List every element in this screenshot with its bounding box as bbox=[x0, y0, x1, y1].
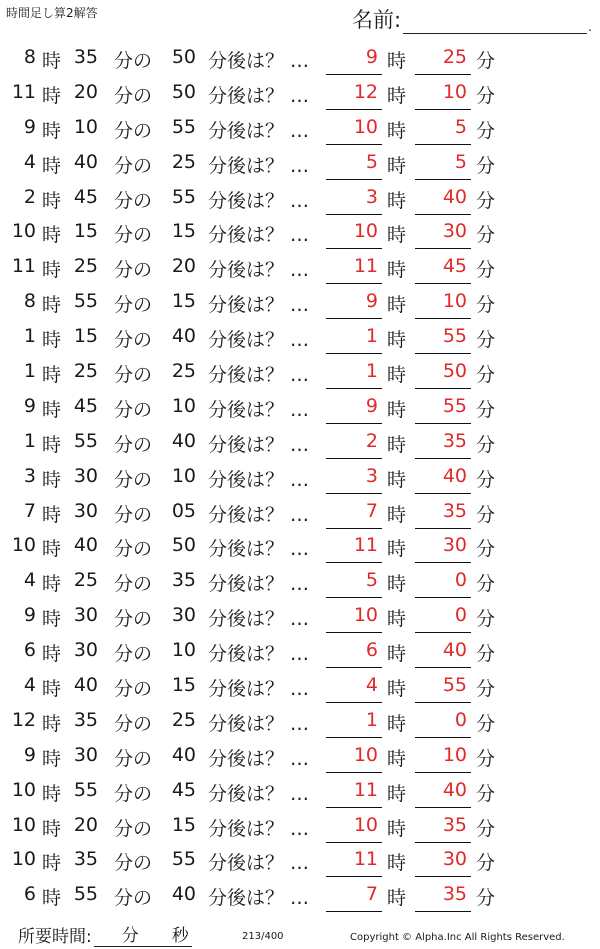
answer-hour-unit: 時 bbox=[387, 817, 407, 840]
problem-row bbox=[0, 738, 600, 773]
answer-hour-unit: 時 bbox=[387, 782, 407, 805]
problem-row bbox=[0, 214, 600, 249]
answer-hour-unit: 時 bbox=[387, 608, 407, 631]
answer-minute-unit: 分 bbox=[476, 608, 496, 631]
problem-row bbox=[0, 633, 600, 668]
start-minute: 25 bbox=[73, 255, 98, 278]
hour-unit: 時 bbox=[42, 259, 62, 282]
problem-row bbox=[0, 40, 600, 75]
answer-hour-unit: 時 bbox=[387, 678, 407, 701]
minute-unit-no: 分の bbox=[114, 782, 153, 805]
answer-minute-unit: 分 bbox=[476, 119, 496, 142]
start-hour: 1 bbox=[23, 429, 36, 452]
added-minutes: 55 bbox=[171, 115, 196, 138]
answer-hour-unit: 時 bbox=[387, 50, 407, 72]
minute-unit-no: 分の bbox=[114, 573, 153, 596]
minute-unit-no: 分の bbox=[114, 50, 153, 72]
answer-minute[interactable]: 45 bbox=[415, 255, 471, 284]
answer-hour-unit: 時 bbox=[387, 294, 407, 317]
answer-minute[interactable]: 10 bbox=[415, 290, 471, 319]
added-minutes: 10 bbox=[171, 639, 196, 662]
hour-unit: 時 bbox=[42, 398, 62, 421]
problem-row bbox=[0, 703, 600, 738]
added-minutes: 45 bbox=[171, 778, 196, 801]
answer-minute[interactable]: 10 bbox=[415, 744, 471, 773]
answer-minute[interactable]: 50 bbox=[415, 360, 471, 389]
answer-hour-unit: 時 bbox=[387, 852, 407, 875]
answer-minute-unit: 分 bbox=[476, 294, 496, 317]
added-minutes: 10 bbox=[171, 394, 196, 417]
start-minute: 40 bbox=[73, 534, 98, 557]
start-minute: 15 bbox=[73, 220, 98, 243]
added-minutes: 25 bbox=[171, 708, 196, 731]
hour-unit: 時 bbox=[42, 50, 62, 72]
start-hour: 4 bbox=[23, 150, 36, 173]
start-hour: 10 bbox=[11, 534, 36, 557]
problem-row bbox=[0, 528, 600, 563]
hour-unit: 時 bbox=[42, 329, 62, 352]
answer-hour[interactable]: 10 bbox=[326, 814, 382, 843]
problem-row bbox=[0, 459, 600, 494]
added-minutes: 15 bbox=[171, 813, 196, 836]
answer-minute-unit: 分 bbox=[476, 503, 496, 526]
hour-unit: 時 bbox=[42, 189, 62, 212]
answer-hour-unit: 時 bbox=[387, 259, 407, 282]
start-hour: 12 bbox=[11, 708, 36, 731]
minute-unit-no: 分の bbox=[114, 364, 153, 387]
minute-unit-no: 分の bbox=[114, 468, 153, 491]
answer-hour-unit: 時 bbox=[387, 433, 407, 456]
answer-minute[interactable]: 0 bbox=[415, 604, 471, 633]
minute-unit-no: 分の bbox=[114, 398, 153, 421]
answer-minute[interactable]: 0 bbox=[415, 709, 471, 738]
start-minute: 55 bbox=[73, 429, 98, 452]
start-minute: 35 bbox=[73, 848, 98, 871]
after-label: 分後は？ … bbox=[208, 817, 310, 840]
added-minutes: 15 bbox=[171, 674, 196, 697]
answer-hour[interactable]: 10 bbox=[326, 604, 382, 633]
minute-unit-no: 分の bbox=[114, 259, 153, 282]
start-minute: 55 bbox=[73, 778, 98, 801]
answer-hour[interactable]: 12 bbox=[326, 81, 382, 110]
answer-hour-unit: 時 bbox=[387, 119, 407, 142]
answer-minute[interactable]: 40 bbox=[415, 779, 471, 808]
hour-unit: 時 bbox=[42, 503, 62, 526]
answer-hour-unit: 時 bbox=[387, 189, 407, 212]
answer-hour[interactable]: 9 bbox=[326, 395, 382, 424]
page-number: 213/400 bbox=[242, 931, 284, 942]
start-minute: 30 bbox=[73, 639, 98, 662]
answer-hour[interactable]: 3 bbox=[326, 465, 382, 494]
answer-hour-unit: 時 bbox=[387, 364, 407, 387]
start-minute: 25 bbox=[73, 569, 98, 592]
after-label: 分後は？ … bbox=[208, 294, 310, 317]
added-minutes: 55 bbox=[171, 185, 196, 208]
hour-unit: 時 bbox=[42, 119, 62, 142]
answer-minute-unit: 分 bbox=[476, 84, 496, 107]
minute-unit-no: 分の bbox=[114, 189, 153, 212]
start-minute: 55 bbox=[73, 290, 98, 313]
hour-unit: 時 bbox=[42, 887, 62, 910]
answer-hour-unit: 時 bbox=[387, 468, 407, 491]
added-minutes: 20 bbox=[171, 255, 196, 278]
start-hour: 3 bbox=[23, 464, 36, 487]
answer-minute-unit: 分 bbox=[476, 573, 496, 596]
start-minute: 45 bbox=[73, 394, 98, 417]
answer-minute-unit: 分 bbox=[476, 782, 496, 805]
start-hour: 9 bbox=[23, 394, 36, 417]
answer-minute[interactable]: 25 bbox=[415, 46, 471, 75]
problem-row bbox=[0, 773, 600, 808]
after-label: 分後は？ … bbox=[208, 887, 310, 910]
answer-hour[interactable]: 9 bbox=[326, 290, 382, 319]
hour-unit: 時 bbox=[42, 712, 62, 735]
start-hour: 2 bbox=[23, 185, 36, 208]
start-minute: 55 bbox=[73, 883, 98, 906]
answer-minute[interactable]: 5 bbox=[415, 116, 471, 145]
after-label: 分後は？ … bbox=[208, 503, 310, 526]
answer-hour-unit: 時 bbox=[387, 84, 407, 107]
start-hour: 6 bbox=[23, 883, 36, 906]
start-minute: 40 bbox=[73, 150, 98, 173]
problem-row bbox=[0, 145, 600, 180]
answer-hour-unit: 時 bbox=[387, 573, 407, 596]
minute-unit-no: 分の bbox=[114, 433, 153, 456]
answer-minute-unit: 分 bbox=[476, 433, 496, 456]
answer-hour[interactable]: 1 bbox=[326, 325, 382, 354]
answer-hour[interactable]: 7 bbox=[326, 883, 382, 912]
minute-unit-no: 分の bbox=[114, 224, 153, 247]
problem-row bbox=[0, 284, 600, 319]
added-minutes: 15 bbox=[171, 220, 196, 243]
answer-hour-unit: 時 bbox=[387, 224, 407, 247]
start-hour: 10 bbox=[11, 220, 36, 243]
answer-minute-unit: 分 bbox=[476, 398, 496, 421]
answer-minute-unit: 分 bbox=[476, 468, 496, 491]
answer-minute-unit: 分 bbox=[476, 50, 496, 72]
answer-minute-unit: 分 bbox=[476, 643, 496, 666]
answer-hour-unit: 時 bbox=[387, 154, 407, 177]
after-label: 分後は？ … bbox=[208, 259, 310, 282]
minute-unit-no: 分の bbox=[114, 852, 153, 875]
after-label: 分後は？ … bbox=[208, 608, 310, 631]
start-hour: 1 bbox=[23, 325, 36, 348]
answer-minute[interactable]: 10 bbox=[415, 81, 471, 110]
answer-minute-unit: 分 bbox=[476, 852, 496, 875]
problem-row bbox=[0, 389, 600, 424]
name-field bbox=[352, 4, 592, 34]
answer-hour[interactable]: 11 bbox=[326, 848, 382, 877]
problem-row bbox=[0, 598, 600, 633]
added-minutes: 25 bbox=[171, 360, 196, 383]
time-second-label: 秒 bbox=[171, 926, 189, 946]
problem-row bbox=[0, 808, 600, 843]
answer-minute-unit: 分 bbox=[476, 364, 496, 387]
name-line-dot: . bbox=[588, 20, 592, 34]
added-minutes: 40 bbox=[171, 743, 196, 766]
after-label: 分後は？ … bbox=[208, 782, 310, 805]
after-label: 分後は？ … bbox=[208, 154, 310, 177]
problem-row bbox=[0, 319, 600, 354]
answer-hour[interactable]: 11 bbox=[326, 255, 382, 284]
after-label: 分後は？ … bbox=[208, 747, 310, 770]
start-hour: 4 bbox=[23, 674, 36, 697]
start-hour: 9 bbox=[23, 115, 36, 138]
added-minutes: 40 bbox=[171, 429, 196, 452]
start-hour: 8 bbox=[23, 46, 36, 68]
hour-unit: 時 bbox=[42, 433, 62, 456]
added-minutes: 50 bbox=[171, 46, 196, 68]
time-taken-label: 所要時間: bbox=[18, 927, 92, 947]
problem-row bbox=[0, 354, 600, 389]
after-label: 分後は？ … bbox=[208, 468, 310, 491]
start-minute: 30 bbox=[73, 743, 98, 766]
answer-hour-unit: 時 bbox=[387, 503, 407, 526]
start-minute: 45 bbox=[73, 185, 98, 208]
answer-hour[interactable]: 7 bbox=[326, 500, 382, 529]
answer-minute[interactable]: 30 bbox=[415, 534, 471, 563]
problem-row bbox=[0, 180, 600, 215]
after-label: 分後は？ … bbox=[208, 329, 310, 352]
start-minute: 35 bbox=[73, 708, 98, 731]
answer-minute[interactable]: 35 bbox=[415, 814, 471, 843]
minute-unit-no: 分の bbox=[114, 84, 153, 107]
answer-minute-unit: 分 bbox=[476, 224, 496, 247]
hour-unit: 時 bbox=[42, 84, 62, 107]
added-minutes: 05 bbox=[171, 499, 196, 522]
after-label: 分後は？ … bbox=[208, 643, 310, 666]
hour-unit: 時 bbox=[42, 782, 62, 805]
answer-hour[interactable]: 1 bbox=[326, 709, 382, 738]
hour-unit: 時 bbox=[42, 468, 62, 491]
answer-hour[interactable]: 3 bbox=[326, 186, 382, 215]
problem-row bbox=[0, 249, 600, 284]
after-label: 分後は？ … bbox=[208, 224, 310, 247]
problem-row bbox=[0, 110, 600, 145]
added-minutes: 50 bbox=[171, 80, 196, 103]
start-hour: 9 bbox=[23, 743, 36, 766]
answer-hour[interactable]: 10 bbox=[326, 220, 382, 249]
after-label: 分後は？ … bbox=[208, 119, 310, 142]
added-minutes: 35 bbox=[171, 569, 196, 592]
answer-hour[interactable]: 11 bbox=[326, 779, 382, 808]
answer-hour-unit: 時 bbox=[387, 538, 407, 561]
answer-minute-unit: 分 bbox=[476, 747, 496, 770]
start-hour: 6 bbox=[23, 639, 36, 662]
added-minutes: 50 bbox=[171, 534, 196, 557]
answer-hour-unit: 時 bbox=[387, 747, 407, 770]
answer-minute-unit: 分 bbox=[476, 329, 496, 352]
start-minute: 10 bbox=[73, 115, 98, 138]
answer-minute-unit: 分 bbox=[476, 259, 496, 282]
answer-minute-unit: 分 bbox=[476, 189, 496, 212]
answer-minute[interactable]: 55 bbox=[415, 395, 471, 424]
answer-minute[interactable]: 40 bbox=[415, 186, 471, 215]
time-taken-input-line[interactable] bbox=[94, 926, 192, 947]
after-label: 分後は？ … bbox=[208, 433, 310, 456]
problem-row bbox=[0, 842, 600, 877]
start-hour: 8 bbox=[23, 290, 36, 313]
answer-minute-unit: 分 bbox=[476, 887, 496, 910]
start-minute: 35 bbox=[73, 46, 98, 68]
start-hour: 9 bbox=[23, 604, 36, 627]
minute-unit-no: 分の bbox=[114, 887, 153, 910]
answer-minute[interactable]: 55 bbox=[415, 325, 471, 354]
time-minute-label: 分 bbox=[121, 926, 139, 946]
answer-minute-unit: 分 bbox=[476, 712, 496, 735]
problem-row bbox=[0, 424, 600, 459]
minute-unit-no: 分の bbox=[114, 712, 153, 735]
start-minute: 20 bbox=[73, 813, 98, 836]
answer-hour-unit: 時 bbox=[387, 887, 407, 910]
after-label: 分後は？ … bbox=[208, 398, 310, 421]
problem-list bbox=[0, 40, 600, 912]
time-taken-field bbox=[18, 922, 192, 947]
start-minute: 25 bbox=[73, 360, 98, 383]
answer-hour[interactable]: 5 bbox=[326, 151, 382, 180]
start-hour: 4 bbox=[23, 569, 36, 592]
answer-hour[interactable]: 10 bbox=[326, 116, 382, 145]
hour-unit: 時 bbox=[42, 643, 62, 666]
hour-unit: 時 bbox=[42, 817, 62, 840]
start-hour: 10 bbox=[11, 813, 36, 836]
after-label: 分後は？ … bbox=[208, 712, 310, 735]
answer-hour[interactable]: 2 bbox=[326, 430, 382, 459]
answer-minute[interactable]: 40 bbox=[415, 465, 471, 494]
answer-hour[interactable]: 4 bbox=[326, 674, 382, 703]
hour-unit: 時 bbox=[42, 364, 62, 387]
name-label: 名前: bbox=[352, 8, 402, 32]
after-label: 分後は？ … bbox=[208, 678, 310, 701]
answer-hour[interactable]: 5 bbox=[326, 569, 382, 598]
added-minutes: 40 bbox=[171, 883, 196, 906]
start-hour: 11 bbox=[11, 80, 36, 103]
answer-minute-unit: 分 bbox=[476, 154, 496, 177]
start-hour: 10 bbox=[11, 778, 36, 801]
start-minute: 30 bbox=[73, 604, 98, 627]
after-label: 分後は？ … bbox=[208, 50, 310, 72]
start-minute: 15 bbox=[73, 325, 98, 348]
answer-minute[interactable]: 5 bbox=[415, 151, 471, 180]
worksheet-title: 時間足し算2解答 bbox=[6, 6, 98, 20]
minute-unit-no: 分の bbox=[114, 294, 153, 317]
minute-unit-no: 分の bbox=[114, 329, 153, 352]
hour-unit: 時 bbox=[42, 608, 62, 631]
minute-unit-no: 分の bbox=[114, 503, 153, 526]
start-hour: 1 bbox=[23, 360, 36, 383]
answer-hour-unit: 時 bbox=[387, 398, 407, 421]
start-hour: 10 bbox=[11, 848, 36, 871]
answer-minute[interactable]: 55 bbox=[415, 674, 471, 703]
after-label: 分後は？ … bbox=[208, 538, 310, 561]
start-minute: 20 bbox=[73, 80, 98, 103]
answer-hour[interactable]: 11 bbox=[326, 534, 382, 563]
answer-hour[interactable]: 9 bbox=[326, 46, 382, 75]
minute-unit-no: 分の bbox=[114, 538, 153, 561]
name-input-line[interactable] bbox=[403, 11, 587, 34]
after-label: 分後は？ … bbox=[208, 84, 310, 107]
hour-unit: 時 bbox=[42, 573, 62, 596]
start-hour: 11 bbox=[11, 255, 36, 278]
minute-unit-no: 分の bbox=[114, 608, 153, 631]
added-minutes: 15 bbox=[171, 290, 196, 313]
problem-row bbox=[0, 563, 600, 598]
problem-row bbox=[0, 877, 600, 912]
minute-unit-no: 分の bbox=[114, 747, 153, 770]
answer-minute-unit: 分 bbox=[476, 538, 496, 561]
minute-unit-no: 分の bbox=[114, 119, 153, 142]
minute-unit-no: 分の bbox=[114, 643, 153, 666]
answer-minute[interactable]: 35 bbox=[415, 500, 471, 529]
start-minute: 40 bbox=[73, 674, 98, 697]
answer-hour-unit: 時 bbox=[387, 712, 407, 735]
hour-unit: 時 bbox=[42, 747, 62, 770]
minute-unit-no: 分の bbox=[114, 154, 153, 177]
problem-row bbox=[0, 494, 600, 529]
answer-hour[interactable]: 6 bbox=[326, 639, 382, 668]
hour-unit: 時 bbox=[42, 224, 62, 247]
added-minutes: 40 bbox=[171, 325, 196, 348]
start-minute: 30 bbox=[73, 499, 98, 522]
copyright-notice: Copyright © Alpha.Inc All Rights Reserved. bbox=[350, 932, 565, 943]
after-label: 分後は？ … bbox=[208, 573, 310, 596]
answer-minute[interactable]: 0 bbox=[415, 569, 471, 598]
added-minutes: 55 bbox=[171, 848, 196, 871]
answer-minute[interactable]: 30 bbox=[415, 220, 471, 249]
answer-minute[interactable]: 30 bbox=[415, 848, 471, 877]
hour-unit: 時 bbox=[42, 154, 62, 177]
answer-hour-unit: 時 bbox=[387, 329, 407, 352]
answer-hour-unit: 時 bbox=[387, 643, 407, 666]
answer-minute[interactable]: 35 bbox=[415, 430, 471, 459]
hour-unit: 時 bbox=[42, 852, 62, 875]
minute-unit-no: 分の bbox=[114, 678, 153, 701]
after-label: 分後は？ … bbox=[208, 364, 310, 387]
after-label: 分後は？ … bbox=[208, 852, 310, 875]
hour-unit: 時 bbox=[42, 678, 62, 701]
added-minutes: 10 bbox=[171, 464, 196, 487]
answer-hour[interactable]: 1 bbox=[326, 360, 382, 389]
answer-hour[interactable]: 10 bbox=[326, 744, 382, 773]
answer-minute-unit: 分 bbox=[476, 678, 496, 701]
answer-minute[interactable]: 40 bbox=[415, 639, 471, 668]
answer-minute-unit: 分 bbox=[476, 817, 496, 840]
minute-unit-no: 分の bbox=[114, 817, 153, 840]
problem-row bbox=[0, 668, 600, 703]
answer-minute[interactable]: 35 bbox=[415, 883, 471, 912]
added-minutes: 30 bbox=[171, 604, 196, 627]
after-label: 分後は？ … bbox=[208, 189, 310, 212]
hour-unit: 時 bbox=[42, 294, 62, 317]
hour-unit: 時 bbox=[42, 538, 62, 561]
start-hour: 7 bbox=[23, 499, 36, 522]
problem-row bbox=[0, 75, 600, 110]
start-minute: 30 bbox=[73, 464, 98, 487]
added-minutes: 25 bbox=[171, 150, 196, 173]
